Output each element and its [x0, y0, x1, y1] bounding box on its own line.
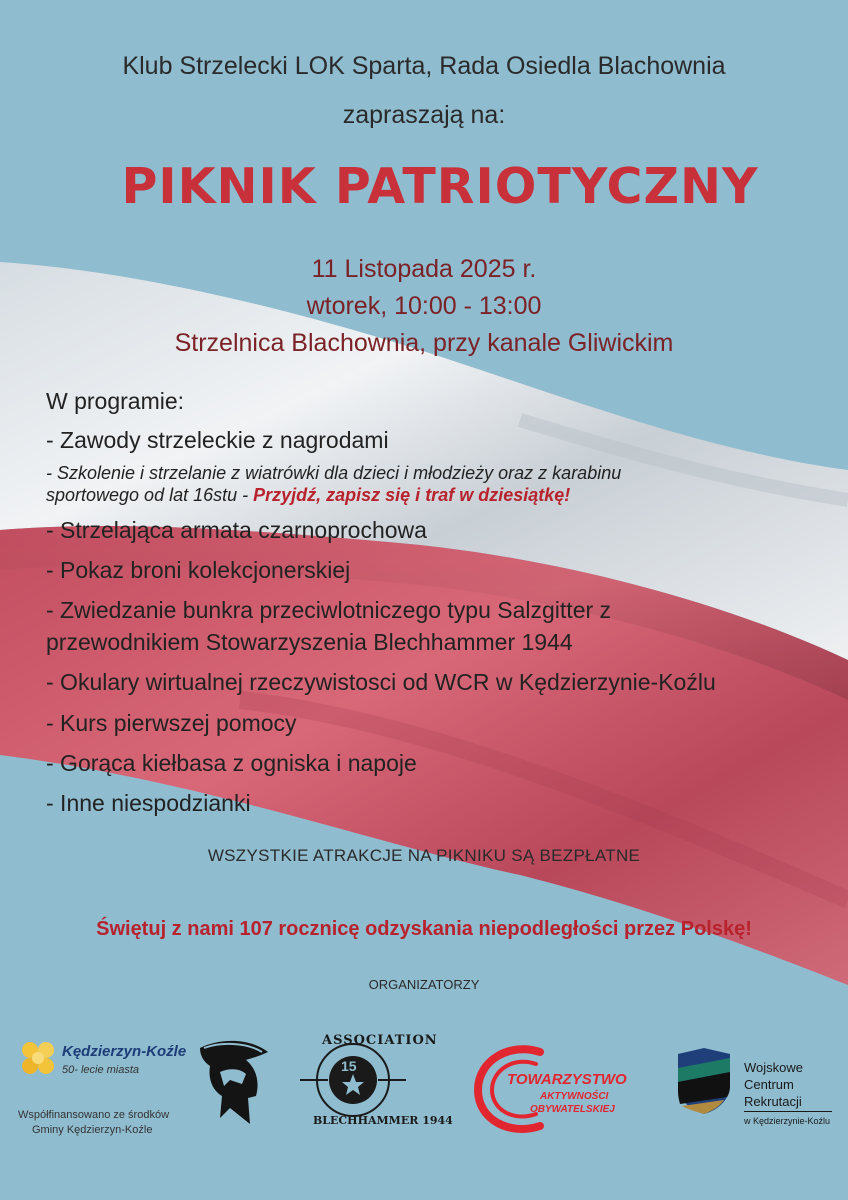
- tow-sub2: OBYWATELSKIEJ: [530, 1104, 615, 1115]
- program-item: przewodnikiem Stowarzyszenia Blechhammer 1944: [46, 629, 573, 655]
- program-item: - Pokaz broni kolekcjonerskiej: [46, 557, 351, 583]
- assoc-top-text: ASSOCIATION: [322, 1033, 438, 1048]
- organizers-heading: ORGANIZATORZY: [368, 977, 480, 992]
- program-item: - Inne niespodzianki: [46, 790, 251, 816]
- wcr-line3: Rekrutacji: [744, 1094, 802, 1109]
- event-time: wtorek, 10:00 - 13:00: [306, 292, 542, 320]
- program-item: - Zwiedzanie bunkra przeciwlotniczego typu Salzgitter z: [46, 597, 612, 623]
- program-note: [46, 462, 786, 506]
- kk-logo-sub: 50- lecie miasta: [62, 1064, 140, 1076]
- organizers-intro: Klub Strzelecki LOK Sparta, Rada Osiedla Blachownia: [122, 52, 726, 80]
- wcr-line1: Wojskowe: [744, 1060, 804, 1075]
- program-item: - Strzelająca armata czarnoprochowa: [46, 517, 427, 543]
- program-note-highlight: Przyjdź, zapisz się i traf w dziesiątkę!: [253, 485, 571, 505]
- kk-logo-name: Kędzierzyn-Koźle: [62, 1043, 187, 1060]
- kedzierzyn-kozle-logo-icon: [16, 1038, 62, 1080]
- wcr-sub: w Kędzierzynie-Koźlu: [744, 1116, 831, 1126]
- tow-name: TOWARZYSTWO: [507, 1071, 627, 1088]
- program-item: - Kurs pierwszej pomocy: [46, 710, 297, 736]
- spartan-helmet-logo-icon: [190, 1038, 280, 1130]
- program-item: - Okulary wirtualnej rzeczywistosci od WCR w Kędzierzynie-Koźlu: [46, 669, 716, 695]
- wcr-line2: Centrum: [744, 1077, 794, 1092]
- cofinance-line2: Gminy Kędzierzyn-Koźle: [32, 1124, 153, 1136]
- cofinance-line1: Współfinansowano ze środków: [18, 1109, 170, 1121]
- program-heading: W programie:: [46, 388, 185, 414]
- program-note-line1: - Szkolenie i strzelanie z wiatrówki dla dzieci i młodzieży oraz z karabinu: [46, 463, 622, 483]
- event-place: Strzelnica Blachownia, przy kanale Gliwickim: [174, 329, 674, 357]
- event-title: PIKNIK PATRIOTYCZNY: [121, 158, 759, 215]
- wcr-divider: [744, 1111, 832, 1112]
- tow-sub1: AKTYWNOŚCI: [540, 1091, 609, 1102]
- program-item: - Gorąca kiełbasa z ogniska i napoje: [46, 750, 417, 776]
- program-note-line2: sportowego od lat 16stu -: [46, 485, 254, 505]
- assoc-bottom-text: BLECHHAMMER 1944: [313, 1114, 453, 1127]
- towarzystwo-logo-icon: [470, 1044, 560, 1136]
- event-date: 11 Listopada 2025 r.: [311, 255, 537, 283]
- free-attractions-note: WSZYSTKIE ATRAKCJE NA PIKNIKU SĄ BEZPŁATNE: [207, 846, 641, 865]
- celebrate-note: Świętuj z nami 107 rocznicę odzyskania niepodległości przez Polskę!: [96, 918, 752, 940]
- assoc-number: 15: [341, 1058, 357, 1074]
- invite-text: zapraszają na:: [342, 101, 506, 129]
- program-item: - Zawody strzeleckie z nagrodami: [46, 427, 389, 453]
- wcr-shield-logo-icon: [674, 1046, 734, 1116]
